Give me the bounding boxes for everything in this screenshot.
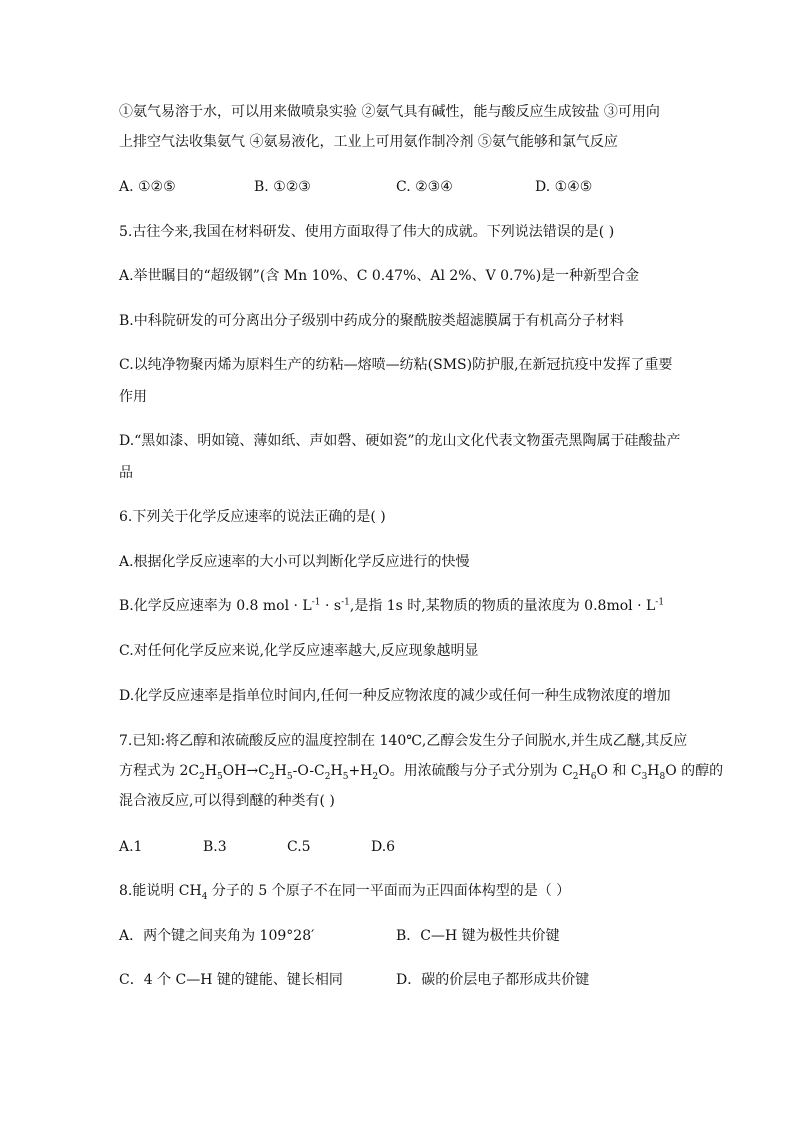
q7-option-b: B.3 xyxy=(203,839,227,855)
q5-stem: 5.古往今来,我国在材料研发、使用方面取得了伟大的成就。下列说法错误的是( ) xyxy=(119,224,615,240)
q8-option-c: C．4 个 C—H 键的键能、键长相同 xyxy=(119,972,343,988)
q8-option-a: A．两个键之间夹角为 109°28′ xyxy=(119,928,315,944)
q4-stem-line1: ①氨气易溶于水，可以用来做喷泉实验 ②氨气具有碱性，能与酸反应生成铵盐 ③可用向 xyxy=(119,104,660,120)
q5-option-d-line1: D.“黑如漆、明如镜、薄如纸、声如磬、硬如瓷”的龙山文化代表文物蛋壳黑陶属于硅酸盐产 xyxy=(119,433,681,449)
q8-option-b: B．C—H 键为极性共价键 xyxy=(396,928,560,944)
q6-stem: 6.下列关于化学反应速率的说法正确的是( ) xyxy=(119,509,386,525)
q4-option-c: C. ②③④ xyxy=(396,179,453,195)
q7-option-c: C.5 xyxy=(287,839,311,855)
q6-option-d: D.化学反应速率是指单位时间内,任何一种反应物浓度的减少或任何一种生成物浓度的增加 xyxy=(119,688,671,704)
q8-option-d: D．碳的价层电子都形成共价键 xyxy=(396,972,590,988)
q6-option-b: B.化学反应速率为 0.8 mol · $L^{-1} \cdot s^{-1}$,是指 1s 时,某物质的物质的量浓度为 $0.8mol \cdot L^{-1}$ xyxy=(119,597,665,614)
q5-option-c-line1: C.以纯净物聚丙烯为原料生产的纺粘—熔喷—纺粘(SMS)防护服,在新冠抗疫中发挥了重要 xyxy=(119,357,673,373)
q7-stem-line1: 7.已知:将乙醇和浓硫酸反应的温度控制在 140℃,乙醇会发生分子间脱水,并生成乙醚,其反应 xyxy=(119,733,688,749)
q5-option-b: B.中科院研发的可分离出分子级别中药成分的聚酰胺类超滤膜属于有机高分子材料 xyxy=(119,313,624,329)
q6-option-a: A.根据化学反应速率的大小可以判断化学反应进行的快慢 xyxy=(119,554,470,570)
q4-option-b: B. ①②③ xyxy=(254,179,311,195)
q5-option-c-line2: 作用 xyxy=(119,389,147,405)
q8-stem: 8.能说明 $CH_4$ 分子的 5 个原子不在同一平面而为正四面体构型的是（ ） xyxy=(119,883,571,902)
q5-option-d-line2: 品 xyxy=(119,465,133,481)
q5-option-a: A.举世瞩目的“超级钢”(含 Mn 10%、C 0.47%、Al 2%、V 0.7%)是一种新型合金 xyxy=(119,268,640,284)
q4-stem-line2: 上排空气法收集氨气 ④氨易液化，工业上可用氨作制冷剂 ⑤氨气能够和氯气反应 xyxy=(119,134,618,150)
q7-option-d: D.6 xyxy=(371,839,396,855)
q7-stem-line2: 方程式为 $2C_2H_5OH\to C_2H_5-O-C_2H_5+H_2O$。用浓硫酸与分子式分别为 $C_2H_6O$ 和 $C_3H_8O$ 的醇的 xyxy=(119,763,724,782)
q7-stem-line3: 混合液反应,可以得到醚的种类有( ) xyxy=(119,793,335,809)
q6-option-c: C.对任何化学反应来说,化学反应速率越大,反应现象越明显 xyxy=(119,643,479,659)
q4-option-d: D. ①④⑤ xyxy=(535,179,593,195)
q7-option-a: A.1 xyxy=(119,839,143,855)
q4-option-a: A. ①②⑤ xyxy=(119,179,176,195)
